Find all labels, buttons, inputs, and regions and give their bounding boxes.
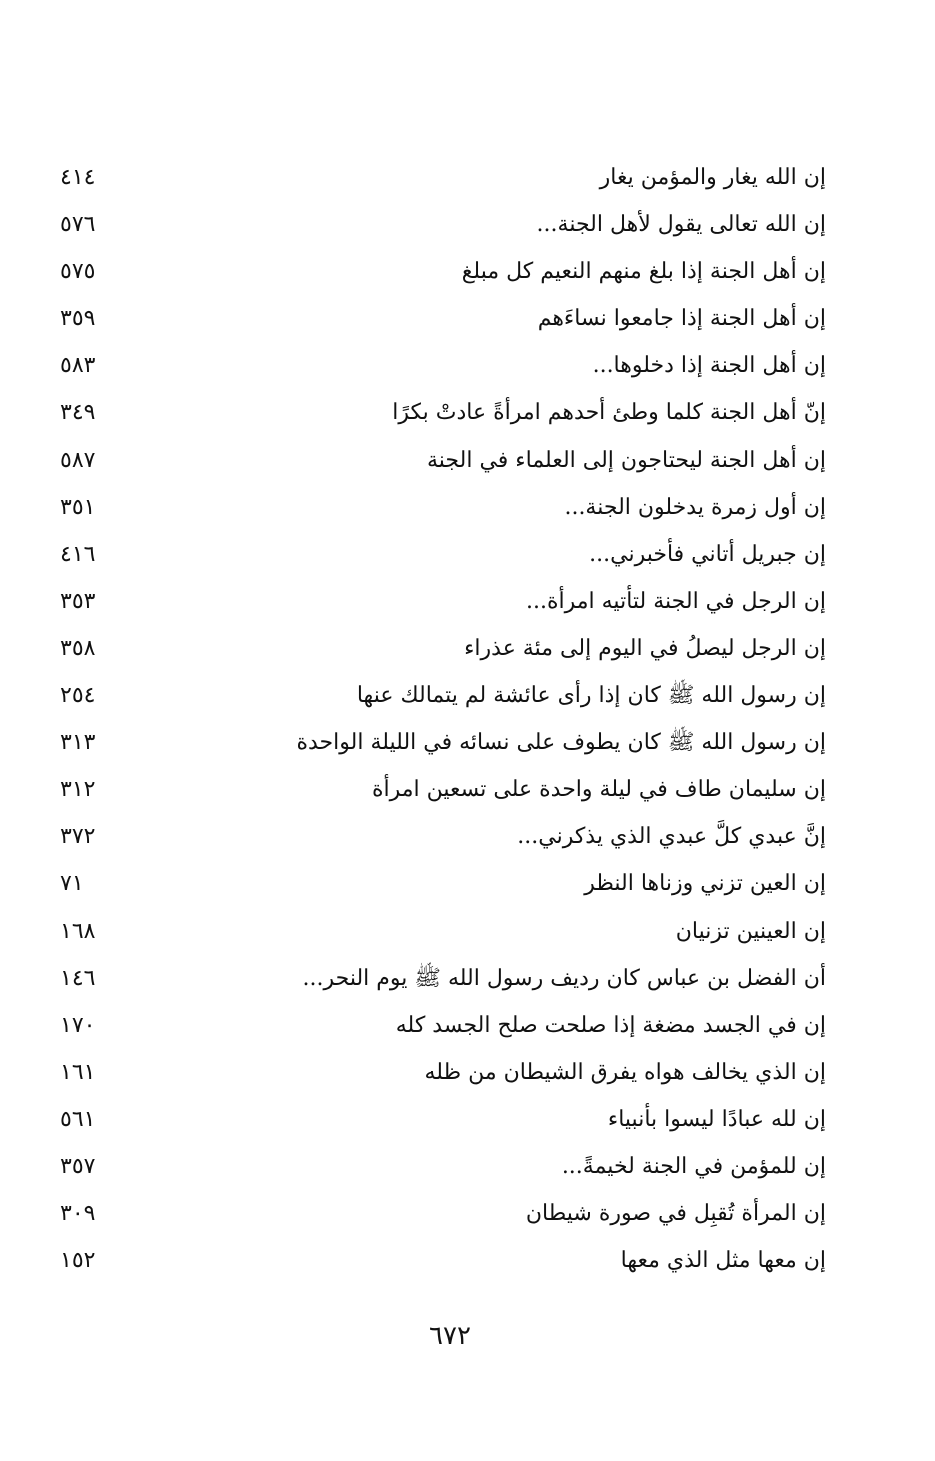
- index-entry: [60, 722, 840, 769]
- entry-page-number: ٤١٤: [60, 165, 96, 190]
- entry-text: إن أول زمرة يدخلون الجنة...: [564, 494, 826, 520]
- index-entry: [60, 958, 840, 1005]
- entry-text: إنَّ عبدي كلَّ عبدي الذي يذكرني...: [517, 824, 826, 850]
- index-entry: [60, 440, 840, 487]
- entry-page-number: ٣٥٨: [60, 635, 96, 661]
- entry-text: إن الذي يخالف هواه يفرق الشيطان من ظله: [424, 1059, 826, 1085]
- entry-text: إن أهل الجنة إذا بلغ منهم النعيم كل مبلغ: [461, 259, 826, 285]
- entry-page-number: ١٦٨: [60, 918, 96, 944]
- index-entry: [60, 392, 840, 439]
- entry-text: إن الله يغار والمؤمن يغار: [599, 165, 826, 190]
- entry-page-number: ٣٥١: [60, 494, 96, 520]
- index-entry: [60, 675, 840, 722]
- entry-text: إن لله عبادًا ليسوا بأنبياء: [607, 1106, 826, 1132]
- entry-text: أن الفضل بن عباس كان رديف رسول الله ﷺ يوم النحر...: [302, 965, 826, 991]
- index-entry: [60, 157, 840, 204]
- index-entry: [60, 1146, 840, 1193]
- index-entry: [60, 204, 840, 251]
- entry-text: إن الله تعالى يقول لأهل الجنة...: [536, 212, 826, 238]
- entry-text: إن الرجل ليصلُ في اليوم إلى مئة عذراء: [464, 635, 826, 661]
- index-entry: [60, 534, 840, 581]
- index-entry: [60, 251, 840, 298]
- entry-text: إن سليمان طاف في ليلة واحدة على تسعين امرأة: [371, 777, 826, 803]
- entry-text: إن العين تزني وزناها النظر: [584, 871, 826, 897]
- entry-page-number: ٣٥٩: [60, 306, 96, 332]
- entry-page-number: ٣١٢: [60, 777, 96, 803]
- index-entry: [60, 769, 840, 816]
- index-entry: [60, 1193, 840, 1240]
- entry-page-number: ٣٧٢: [60, 824, 96, 850]
- index-entry: [60, 1099, 840, 1146]
- entry-page-number: ٧١: [60, 871, 84, 897]
- entry-page-number: ٣٥٣: [60, 588, 96, 614]
- index-entry: [60, 487, 840, 534]
- entry-text: إن للمؤمن في الجنة لخيمةً...: [561, 1153, 826, 1179]
- entry-page-number: ٣١٣: [60, 730, 96, 756]
- entry-text: إن المرأة تُقبِل في صورة شيطان: [525, 1201, 826, 1227]
- index-entry: [60, 1240, 840, 1287]
- index-entry: [60, 816, 840, 863]
- index-entry: [60, 1005, 840, 1052]
- entry-text: إنّ أهل الجنة كلما وطئ أحدهم امرأةً عادتْ بكرًا: [392, 400, 826, 426]
- index-entry: [60, 911, 840, 958]
- entry-page-number: ٣٤٩: [60, 400, 96, 426]
- entry-text: إن رسول الله ﷺ كان إذا رأى عائشة لم يتمالك عنها: [356, 683, 826, 709]
- entry-page-number: ٥٧٥: [60, 259, 96, 285]
- entry-text: إن جبريل أتاني فأخبرني...: [589, 541, 826, 567]
- entry-page-number: ١٦١: [60, 1059, 96, 1085]
- entry-text: إن في الجسد مضغة إذا صلحت صلح الجسد كله: [395, 1012, 826, 1038]
- entry-page-number: ١٧٠: [60, 1012, 96, 1038]
- entry-text: إن معها مثل الذي معها: [620, 1248, 826, 1274]
- entry-page-number: ٤١٦: [60, 541, 96, 567]
- entry-page-number: ٢٥٤: [60, 683, 96, 709]
- index-entry: [60, 581, 840, 628]
- entry-text: إن أهل الجنة إذا دخلوها...: [592, 353, 826, 379]
- entry-page-number: ٣٠٩: [60, 1201, 96, 1227]
- entry-page-number: ٣٥٧: [60, 1153, 96, 1179]
- index-entry: [60, 628, 840, 675]
- entry-page-number: ٥٨٣: [60, 353, 96, 379]
- page-number: ٦٧٢: [429, 1321, 471, 1351]
- entry-text: إن أهل الجنة ليحتاجون إلى العلماء في الجنة: [427, 447, 826, 473]
- hadith-index-list: [60, 157, 840, 1287]
- index-entry: [60, 298, 840, 345]
- entry-text: إن الرجل في الجنة لتأتيه امرأة...: [525, 588, 826, 614]
- entry-page-number: ١٤٦: [60, 965, 96, 991]
- entry-text: إن رسول الله ﷺ كان يطوف على نسائه في الليلة الواحدة: [296, 730, 826, 756]
- entry-page-number: ٥٦١: [60, 1106, 96, 1132]
- index-entry: [60, 1052, 840, 1099]
- entry-text: إن أهل الجنة إذا جامعوا نساءَهم: [537, 306, 826, 332]
- index-entry: [60, 863, 840, 910]
- entry-page-number: ٥٨٧: [60, 447, 96, 473]
- entry-page-number: ١٥٢: [60, 1248, 96, 1274]
- entry-page-number: ٥٧٦: [60, 212, 96, 238]
- index-entry: [60, 345, 840, 392]
- entry-text: إن العينين تزنيان: [675, 918, 826, 944]
